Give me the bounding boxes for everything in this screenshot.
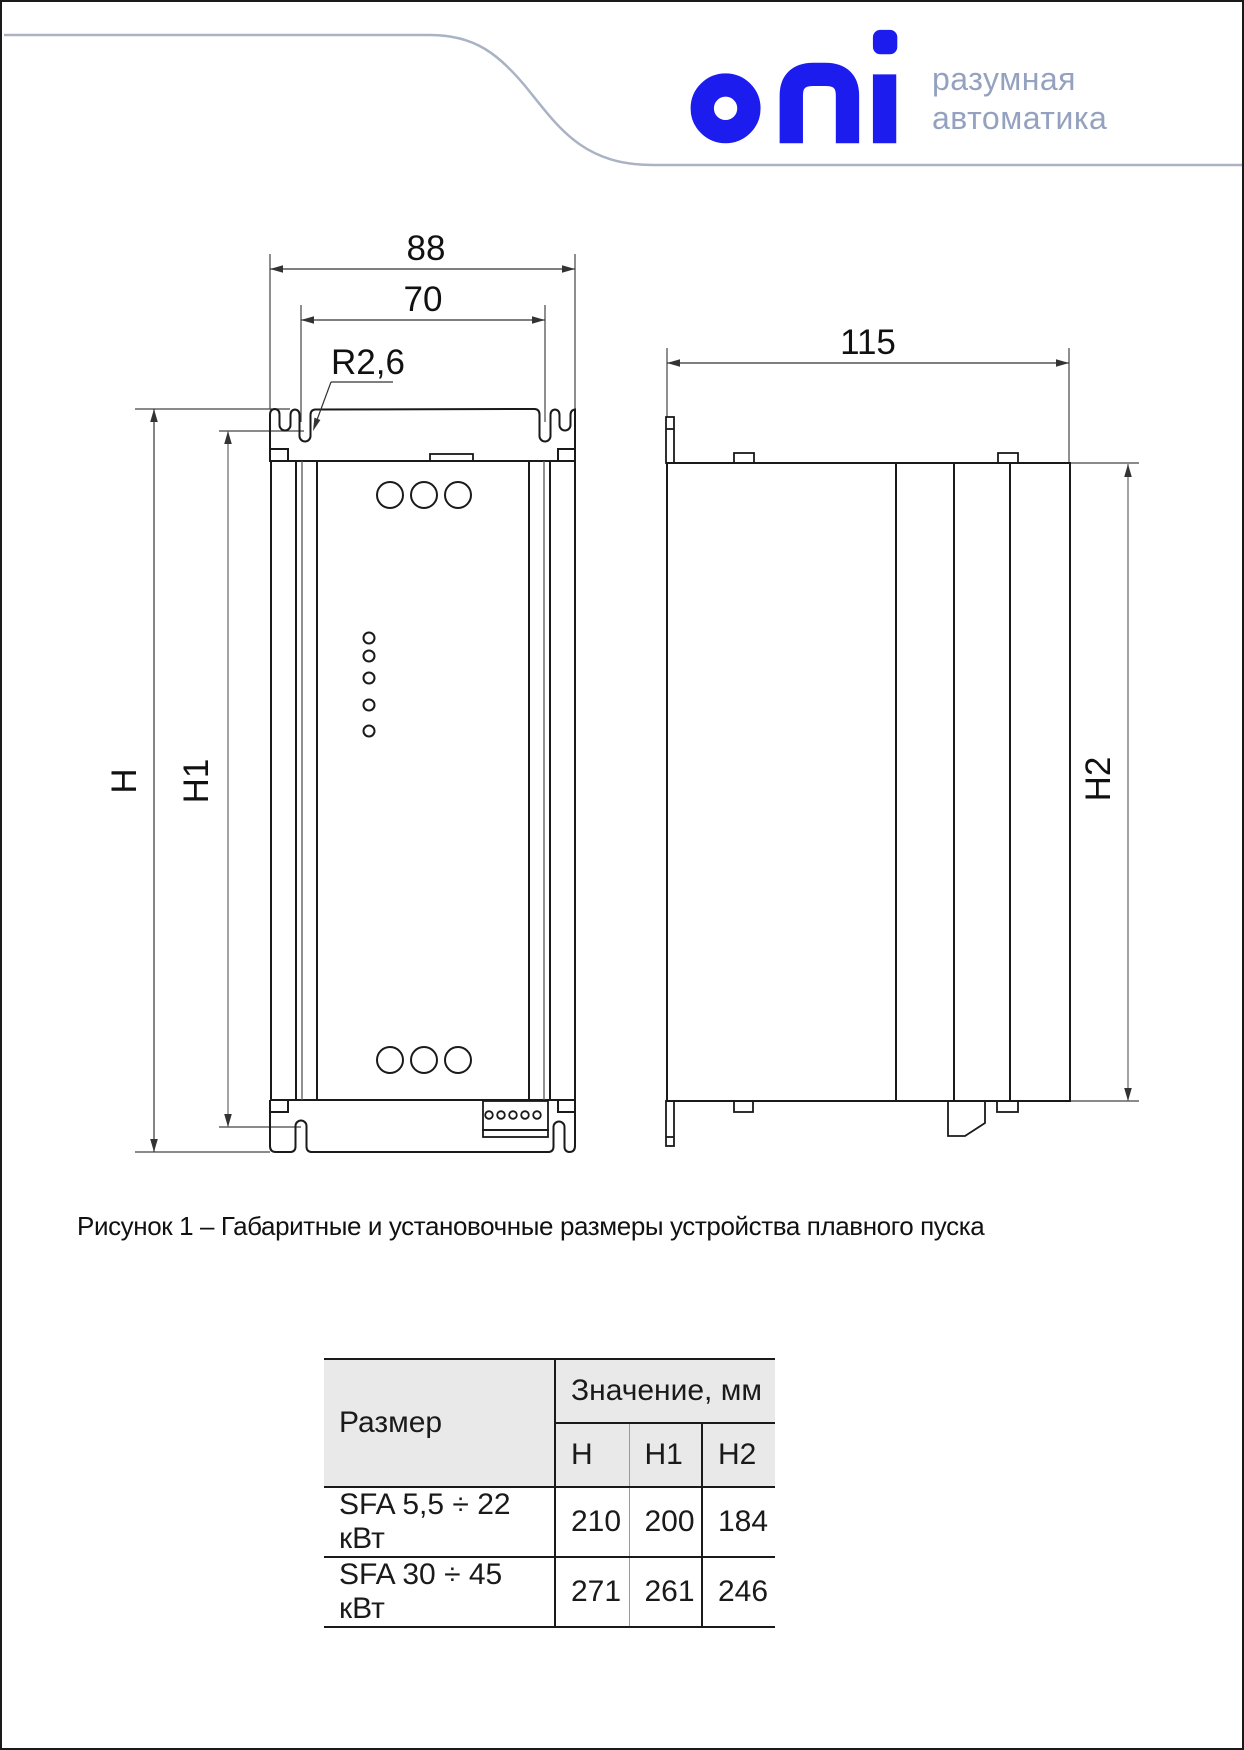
front-top-mounting-plate: [270, 409, 575, 461]
led-indicator: [364, 633, 375, 644]
led-indicator: [364, 651, 375, 662]
logo-letter-n: [791, 74, 847, 143]
figure-caption: Рисунок 1 – Габаритные и установочные размеры устройства плавного пуска: [77, 1211, 985, 1241]
front-dim-arrowheads: [150, 265, 575, 1152]
table-cell-h: 210: [555, 1487, 629, 1557]
terminal-hole: [377, 482, 403, 508]
control-terminal-hole: [485, 1111, 493, 1119]
side-top-bump: [734, 453, 754, 463]
brand-tagline-line2: автоматика: [932, 100, 1108, 136]
led-indicator: [364, 700, 375, 711]
front-view: [135, 254, 575, 1152]
control-terminal-hole: [509, 1111, 517, 1119]
side-bottom-bump: [997, 1101, 1018, 1112]
side-view-dimensions: [667, 323, 1132, 1101]
control-terminal-hole: [521, 1111, 529, 1119]
logo-letter-o: [702, 85, 749, 132]
front-view-extension-lines: [135, 254, 575, 1152]
table-cell-size: SFA 5,5 ÷ 22 кВт: [324, 1487, 555, 1557]
side-dim-arrowheads: [667, 359, 1132, 1101]
side-bottom-hook: [666, 1101, 674, 1146]
front-control-terminal-block: [483, 1101, 548, 1137]
front-bottom-mounting-plate: [270, 1100, 575, 1152]
dim-label-H1: H1: [177, 758, 216, 804]
side-bumps: [734, 453, 1018, 1112]
front-din-release-tab: [430, 454, 473, 461]
dim-label-H2: H2: [1079, 756, 1118, 802]
side-top-hook: [666, 417, 674, 463]
front-top-terminals: [377, 482, 471, 508]
front-bottom-right-notch: [558, 1100, 575, 1112]
side-heatsink-fins: [896, 463, 1010, 1101]
table-cell-h1: 200: [629, 1487, 702, 1557]
table-cell-h2: 184: [702, 1487, 775, 1557]
table-header-value: Значение, мм: [555, 1359, 775, 1423]
table-header-size: Размер: [324, 1359, 555, 1487]
front-bottom-left-notch: [271, 1100, 288, 1112]
side-bottom-protrusion: [948, 1101, 985, 1136]
terminal-hole: [377, 1047, 403, 1073]
side-bottom-bump: [734, 1101, 753, 1112]
brand-tagline-line1: разумная: [932, 61, 1076, 97]
front-indicator-leds: [364, 633, 375, 737]
dim-label-70: 70: [403, 280, 443, 319]
front-body-trim-lines: [296, 461, 550, 1100]
logo-letter-i-dot: [873, 30, 897, 54]
side-top-bump: [998, 453, 1018, 463]
table-subheader-h2: H2: [702, 1423, 775, 1487]
table-row: [324, 1487, 775, 1557]
table-cell-h1: 261: [629, 1557, 702, 1627]
side-view-extension-lines: [667, 348, 1139, 1101]
front-plate-right-notch: [558, 449, 575, 461]
led-indicator: [364, 673, 375, 684]
table-cell-h: 271: [555, 1557, 629, 1627]
front-bottom-terminals: [377, 1047, 471, 1073]
terminal-hole: [411, 1047, 437, 1073]
dim-label-88: 88: [406, 229, 446, 268]
table-subheader-h: H: [555, 1423, 629, 1487]
dim-label-115: 115: [840, 323, 896, 362]
dim-label-radius: R2,6: [331, 343, 405, 382]
dim-label-H: H: [105, 768, 144, 794]
terminal-hole: [445, 1047, 471, 1073]
table-cell-h2: 246: [702, 1557, 775, 1627]
control-terminal-hole: [497, 1111, 505, 1119]
control-terminal-hole: [533, 1111, 541, 1119]
side-view: [666, 348, 1139, 1146]
terminal-hole: [445, 482, 471, 508]
oni-logo: [702, 30, 897, 143]
table-cell-size: SFA 30 ÷ 45 кВт: [324, 1557, 555, 1627]
table-row: [324, 1557, 775, 1627]
dimensions-table: [324, 1358, 775, 1628]
terminal-hole: [411, 482, 437, 508]
table-subheader-h1: H1: [629, 1423, 702, 1487]
header: [4, 30, 1244, 165]
front-view-dimensions: [105, 229, 575, 1152]
led-indicator: [364, 726, 375, 737]
front-plate-left-notch: [271, 449, 288, 461]
